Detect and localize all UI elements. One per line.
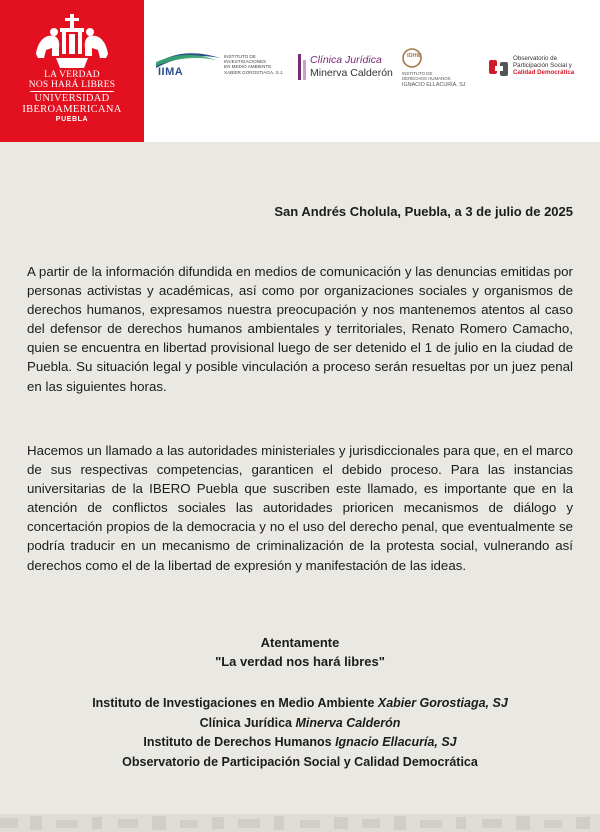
signatory-clinica-main: Clínica Jurídica: [199, 715, 296, 730]
signatories-list: [0, 694, 600, 772]
idhe-desc-line1: INSTITUTO DE: [402, 71, 433, 76]
footer-decorative-strip: [0, 814, 600, 832]
signatory-idhe: [0, 733, 600, 753]
clinica-name-line2: Minerva Calderón: [310, 67, 393, 79]
clinica-name-line1: Clínica Jurídica: [310, 54, 382, 66]
ibero-university-name: [0, 93, 144, 115]
observatorio-line2: Participación Social y: [513, 62, 572, 69]
signatory-iima-main: Instituto de Investigaciones en Medio Ambiente: [92, 696, 378, 710]
ibero-motto: [0, 70, 144, 90]
observatorio-logo: [488, 52, 600, 88]
ibero-university-line2: IBEROAMERICANA: [22, 104, 122, 115]
observatorio-line1: Observatorio de: [513, 55, 558, 62]
iima-logo: [156, 50, 292, 90]
footer-pattern-icon: [0, 814, 600, 832]
observatorio-line3: Calidad Democrática: [513, 69, 575, 76]
ibero-emblem-icon: [32, 14, 112, 70]
iima-desc-line4: XABIER GOROSTIAGA, S.J.: [224, 69, 284, 75]
ibero-university-line1: UNIVERSIDAD: [34, 93, 110, 104]
idhe-logo: [402, 48, 482, 92]
letter-date: San Andrés Cholula, Puebla, a 3 de julio de 2025: [274, 204, 573, 219]
iima-desc-line3: EN MEDIO AMBIENTE: [224, 64, 272, 70]
ibero-divider: [30, 91, 114, 92]
signatory-clinica: [0, 714, 600, 734]
iima-description: [224, 54, 294, 75]
idhe-description: [402, 71, 482, 81]
signatory-clinica-italic: Minerva Calderón: [295, 715, 401, 730]
closing-block: [0, 633, 600, 671]
signatory-iima-italic: Xabier Gorostiaga, SJ: [377, 696, 508, 710]
letterhead: [0, 0, 600, 142]
idhe-desc-line2: DERECHOS HUMANOS: [402, 76, 451, 81]
idhe-name: IGNACIO ELLACURÍA, SJ: [402, 82, 466, 88]
signatory-observatorio-main: Observatorio de Participación Social y Calidad Democrática: [122, 754, 478, 769]
ibero-motto-line1: LA VERDAD: [44, 70, 100, 80]
clinica-mark-icon: [298, 54, 308, 80]
observatorio-name: [513, 55, 600, 76]
signatory-iima: [0, 694, 600, 714]
signatory-observatorio: [0, 753, 600, 773]
clinica-juridica-logo: [298, 52, 394, 82]
signatory-idhe-main: Instituto de Derechos Humanos: [143, 735, 336, 749]
paragraph-1: A partir de la información difundida en medios de comunicación y las denuncias emitidas por personas activistas y académicas, así como por organizaciones sociales y organismos de derechos humanos, expresamos nuestra preocupación y nos mantenemos atentos al caso del defensor de derechos humanos ambientales y territoriales, Renato Romero Camacho, quien se encuentra en libertad provisional luego de ser detenido el 1 de julio en la ciudad de Puebla. Su situación legal y posible vinculación a proceso serán resueltas por un juez penal en las siguientes horas.: [27, 264, 573, 394]
closing-salutation: Atentamente: [260, 635, 340, 650]
iima-desc-line2: INVESTIGACIONES: [224, 59, 267, 65]
signatory-idhe-italic: Ignacio Ellacuría, SJ: [335, 735, 457, 749]
observatorio-hands-icon: [488, 57, 510, 79]
ibero-puebla-logo: [0, 0, 144, 142]
paragraph-2: Hacemos un llamado a las autoridades ministeriales y jurisdiccionales para que, en el marco de sus respectivas competencias, garanticen el debido proceso. Para las instancias universitarias de la IBERO Puebla que suscriben este llamado, es importante que en la atención de conflictos sociales las autoridades prioricen mecanismos de diálogo y concertación propios de la democracia y no el uso del derecho penal, que eventualmente se podría traducir en un mecanismo de criminalización de la protesta social, vulnerando así derechos como el de la libertad de expresión y manifestación de las ideas.: [27, 443, 573, 573]
ibero-motto-line2: NOS HARÁ LIBRES: [28, 80, 116, 90]
idhe-acronym: IDHIE: [407, 53, 422, 59]
iima-acronym: IIMA: [158, 66, 184, 78]
iima-desc-line1: INSTITUTO DE: [224, 54, 256, 59]
closing-motto: "La verdad nos hará libres": [215, 654, 385, 669]
ibero-campus: PUEBLA: [55, 116, 89, 123]
